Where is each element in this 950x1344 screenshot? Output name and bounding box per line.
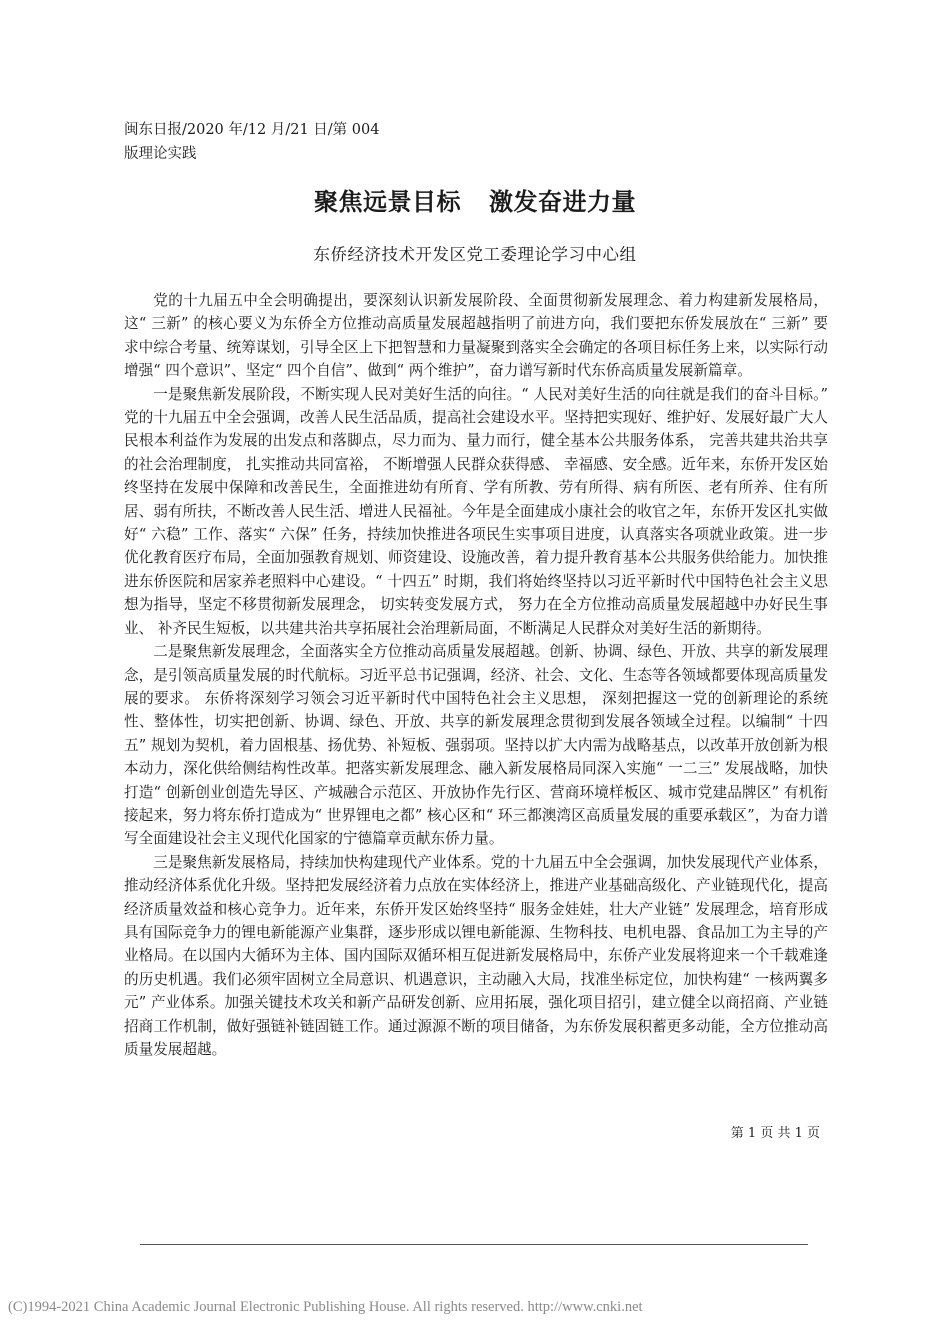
title-part: 激发奋进力量: [489, 188, 636, 216]
article-body: [124, 289, 828, 1061]
footer-divider: [140, 1244, 808, 1245]
title-part: 聚焦远景目标: [314, 188, 461, 216]
copyright-notice: (C)1994-2021 China Academic Journal Electronic Publishing House. All rights reserved. http://www.cnki.net: [8, 1299, 643, 1315]
page-number: 第 1 页 共 1 页: [730, 1126, 820, 1141]
paragraph: 党的十九届五中全会明确提出，要深刻认识新发展阶段、全面贯彻新发展理念、着力构建新发展格局，这“ 三新” 的核心要义为东侨全方位推动高质量发展超越指明了前进方向，我们要把东侨发展放在“ 三新” 要求中综合考量、统筹谋划，引导全区上下把智慧和力量凝聚到落实全会确定的各项目标任务上来，以实际行动增强“ 四个意识”、坚定“ 四个自信”、做到“ 两个维护”，奋力谱写新时代东侨高质量发展新篇章。: [124, 292, 828, 380]
source-line: 版理论实践: [124, 146, 197, 162]
source-line: 闽东日报/2020 年/12 月/21 日/第 004: [124, 122, 380, 138]
paragraph: 一是聚焦新发展阶段，不断实现人民对美好生活的向往。“ 人民对美好生活的向往就是我们的奋斗目标。” 党的十九届五中全会强调，改善人民生活品质，提高社会建设水平。坚持把实现好、维护好、发展好最广大人民根本利益作为发展的出发点和落脚点，尽力而为、量力而行，健全基本公共服务体系， 完善共建共治共享的社会治理制度， 扎实推动共同富裕， 不断增强人民群众获得感、 幸福感、安全感。近年来，东侨开发区始终坚持在发展中保障和改善民生，全面推进幼有所育、学有所教、劳有所得、病有所医、老有所养、住有所居、弱有所扶，不断改善人民生活、增进人民福祉。今年是全面建成小康社会的收官之年，东侨开发区扎实做好“ 六稳” 工作、落实“ 六保” 任务，持续加快推进各项民生实事项目进度，认真落实各项就业政策。进一步优化教育医疗布局，全面加强教育规划、师资建设、设施改善，着力提升教育基本公共服务供给能力。加快推进东侨医院和居家养老照料中心建设。“ 十四五” 时期，我们将始终坚持以习近平新时代中国特色社会主义思想为指导，坚定不移贯彻新发展理念， 切实转变发展方式， 努力在全方位推动高质量发展超越中办好民生事业、 补齐民生短板，以共建共治共享拓展社会治理新局面，不断满足人民群众对美好生活的新期待。: [124, 385, 828, 637]
paragraph: 三是聚焦新发展格局，持续加快构建现代产业体系。党的十九届五中全会强调，加快发展现代产业体系，推动经济体系优化升级。坚持把发展经济着力点放在实体经济上，推进产业基础高级化、产业链现代化，提高经济质量效益和核心竞争力。近年来，东侨开发区始终坚持“ 服务金娃娃，壮大产业链” 发展理念，培育形成具有国际竞争力的锂电新能源产业集群，逐步形成以锂电新能源、生物科技、电机电器、食品加工为主导的产业格局。在以国内大循环为主体、国内国际双循环相互促进新发展格局中，东侨产业发展将迎来一个千载难逢的历史机遇。我们必须牢固树立全局意识、机遇意识，主动融入大局，找准坐标定位，加快构建“ 一核两翼多元” 产业体系。加强关键技术攻关和新产品研发创新、应用拓展，强化项目招引，建立健全以商招商、产业链招商工作机制，做好强链补链固链工作。通过源源不断的项目储备，为东侨发展积蓄更多动能，全方位推动高质量发展超越。: [124, 853, 828, 1058]
publication-source: [124, 118, 444, 166]
article-author: 东侨经济技术开发区党工委理论学习中心组: [313, 245, 637, 264]
paragraph: 二是聚焦新发展理念，全面落实全方位推动高质量发展超越。创新、协调、绿色、开放、共享的新发展理念，是引领高质量发展的时代航标。习近平总书记强调，经济、社会、文化、生态等各领域都要体现高质量发展的要求。 东侨将深刻学习领会习近平新时代中国特色社会主义思想， 深刻把握这一党的创新理论的系统性、整体性，切实把创新、协调、绿色、开放、共享的新发展理念贯彻到发展各领域全过程。以编制“ 十四五” 规划为契机，着力固根基、扬优势、补短板、强弱项。坚持以扩大内需为战略基点，以改革开放创新为根本动力，深化供给侧结构性改革。把落实新发展理念、融入新发展格局同深入实施“ 一二三” 发展战略，加快打造“ 创新创业创造先导区、产城融合示范区、开放协作先行区、营商环境样板区、城市党建品牌区” 有机衔接起来，努力将东侨打造成为“ 世界锂电之都” 核心区和“ 环三都澳湾区高质量发展的重要承载区”，为奋力谱写全面建设社会主义现代化国家的宁德篇章贡献东侨力量。: [124, 643, 828, 848]
article-title: [0, 182, 950, 222]
